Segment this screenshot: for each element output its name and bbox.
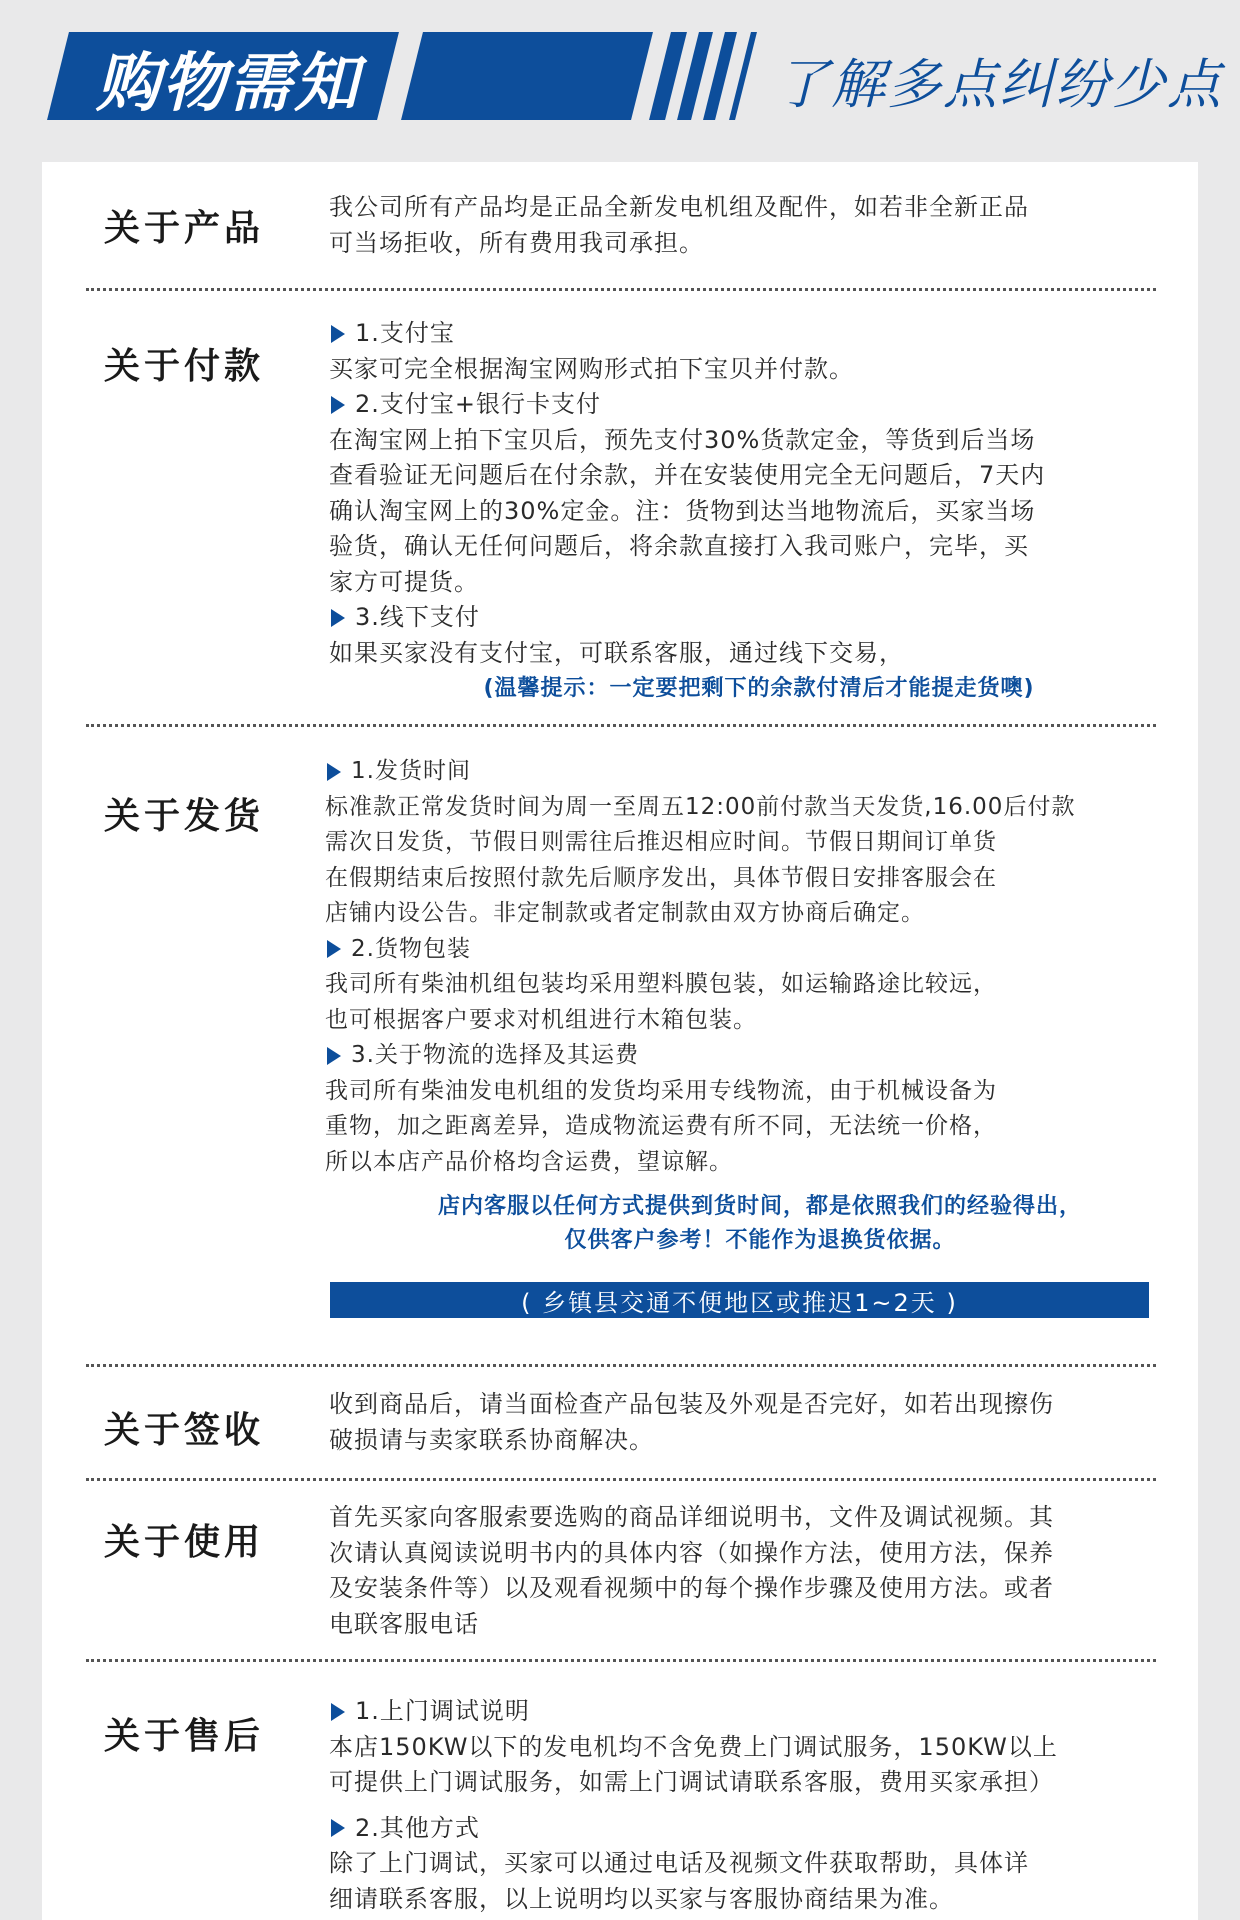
triangle-bullet-icon (331, 609, 345, 627)
sub-heading: 3.线下支付 (329, 600, 1189, 636)
section-body (329, 316, 1189, 707)
text-line: 如果买家没有支付宝，可联系客服，通过线下交易， (329, 638, 904, 667)
triangle-bullet-icon (327, 763, 341, 781)
section-body (329, 1387, 1189, 1458)
text-line: 可当场拒收，所有费用我司承担。 (329, 228, 704, 257)
section-body (329, 190, 1189, 261)
sub-heading: 1.发货时间 (325, 754, 1195, 790)
text-line: 及安装条件等）以及观看视频中的每个操作步骤及使用方法。或者 (329, 1574, 1054, 1602)
section-title: 关于发货 (104, 796, 265, 837)
text-line: 收到商品后，请当面检查产品包装及外观是否完好，如若出现擦伤 (329, 1390, 1054, 1418)
text-line: 电联客服电话 (329, 1609, 479, 1638)
notice-line: 仅供客户参考！不能作为退换货依据。 (564, 1228, 956, 1253)
sub-heading: 2.支付宝+银行卡支付 (329, 387, 1189, 423)
section-title: 关于产品 (104, 208, 265, 249)
section-title: 关于使用 (104, 1522, 265, 1563)
warm-tip: (温馨提示：一定要把剩下的余款付清后才能提走货噢) (483, 676, 1035, 701)
section-title: 关于付款 (104, 346, 265, 387)
text-line: 破损请与卖家联系协商解决。 (329, 1425, 654, 1454)
page-subtitle: 了解多点纠纷少点 (775, 52, 1223, 116)
text-line: 也可根据客户要求对机组进行木箱包装。 (325, 1006, 757, 1033)
notice-line: 店内客服以任何方式提供到货时间，都是依照我们的经验得出， (437, 1194, 1082, 1219)
page-title: 购物需知 (96, 47, 360, 121)
text-line: 我公司所有产品均是正品全新发电机组及配件，如若非全新正品 (329, 193, 1029, 221)
text-line: 重物，加之距离差异，造成物流运费有所不同，无法统一价格， (325, 1113, 997, 1139)
divider (86, 1478, 1156, 1481)
text-line: 除了上门调试，买家可以通过电话及视频文件获取帮助，具体详 (329, 1849, 1029, 1877)
text-line: 次请认真阅读说明书内的具体内容（如操作方法，使用方法，保养 (329, 1538, 1054, 1567)
text-line: 我司所有柴油机组包装均采用塑料膜包装，如运输路途比较远， (325, 971, 997, 997)
text-line: 我司所有柴油发电机组的发货均采用专线物流，由于机械设备为 (325, 1077, 997, 1104)
text-line: 首先买家向客服索要选购的商品详细说明书，文件及调试视频。其 (329, 1503, 1054, 1531)
section-body (325, 754, 1195, 1258)
divider (86, 288, 1156, 291)
triangle-bullet-icon (327, 940, 341, 958)
text-line: 买家可完全根据淘宝网购形式拍下宝贝并付款。 (329, 354, 854, 383)
sub-heading: 2.货物包装 (325, 932, 1195, 968)
text-line: 需次日发货，节假日则需往后推迟相应时间。节假日期间订单货 (325, 829, 997, 855)
text-line: 本店150KW以下的发电机均不含免费上门调试服务，150KW以上 (329, 1732, 1058, 1761)
divider (86, 1364, 1156, 1367)
content-panel (42, 162, 1198, 1920)
divider (86, 724, 1156, 727)
text-line: 可提供上门调试服务，如需上门调试请联系客服，费用买家承担） (329, 1768, 1054, 1796)
triangle-bullet-icon (331, 1703, 345, 1721)
header-stripe-long (401, 32, 653, 120)
text-line: 查看验证无问题后在付余款，并在安装使用完全无问题后，7天内 (329, 461, 1046, 489)
triangle-bullet-icon (331, 325, 345, 343)
text-line: 确认淘宝网上的30%定金。注：货物到达当地物流后，买家当场 (329, 496, 1036, 525)
text-line: 标准款正常发货时间为周一至周五12:00前付款当天发货,16.00后付款 (325, 793, 1076, 820)
divider (86, 1659, 1156, 1662)
text-line: 细请联系客服，以上说明均以买家与客服协商结果为准。 (329, 1884, 954, 1913)
text-line: 店铺内设公告。非定制款或者定制款由双方协商后确定。 (325, 900, 925, 926)
triangle-bullet-icon (327, 1047, 341, 1065)
page-header (0, 0, 1240, 122)
triangle-bullet-icon (331, 1819, 345, 1837)
sub-heading: 2.其他方式 (329, 1811, 1189, 1847)
section-title: 关于售后 (104, 1716, 265, 1757)
section-body (329, 1500, 1189, 1642)
sub-heading: 1.支付宝 (329, 316, 1189, 352)
text-line: 所以本店产品价格均含运费，望谅解。 (325, 1148, 733, 1175)
section-title: 关于签收 (104, 1410, 265, 1451)
text-line: 在假期结束后按照付款先后顺序发出，具体节假日安排客服会在 (325, 864, 997, 891)
text-line: 在淘宝网上拍下宝贝后，预先支付30%货款定金，等货到后当场 (329, 425, 1036, 454)
text-line: 家方可提货。 (329, 567, 479, 596)
delay-notice-bar: ( 乡镇县交通不便地区或推迟1~2天 ) (330, 1282, 1149, 1318)
triangle-bullet-icon (331, 396, 345, 414)
section-body (329, 1694, 1189, 1917)
sub-heading: 1.上门调试说明 (329, 1694, 1189, 1730)
sub-heading: 3.关于物流的选择及其运费 (325, 1038, 1195, 1074)
text-line: 验货，确认无任何问题后，将余款直接打入我司账户，完毕，买 (329, 532, 1029, 560)
